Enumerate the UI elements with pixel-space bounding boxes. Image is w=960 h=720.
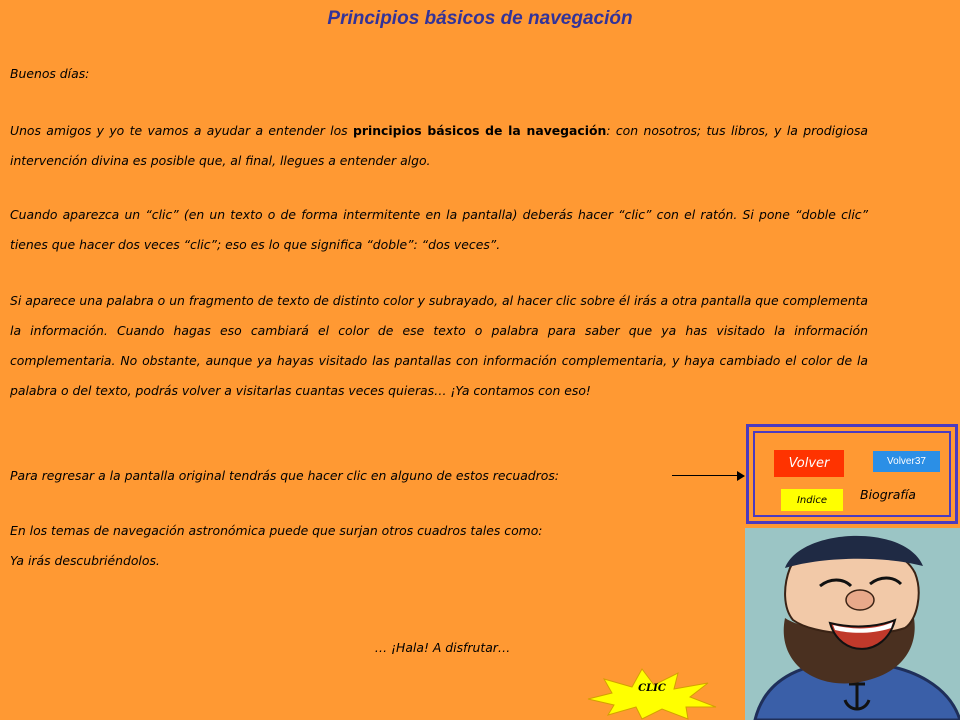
volver-button[interactable]: Volver xyxy=(774,450,844,477)
closing-text: … ¡Hala! A disfrutar… xyxy=(374,640,511,655)
biografia-link[interactable]: Biografía xyxy=(860,487,916,502)
paragraph-discover: Ya irás descubriéndolos. xyxy=(10,553,160,568)
paragraph-links: Si aparece una palabra o un fragmento de texto de distinto color y subrayado, al hacer clic sobre él irás a otra pantalla que complementa la información. Cuando hagas eso cambiará el color de ese texto o palabra para saber que ya has visitado la información complementaria. No obstante, aunque ya hayas visitado las pantallas con información complementaria, y haya cambiado el color de la palabra o del texto, podrás volver a visitarlas cuantas veces quieras… ¡Ya contamos con eso! xyxy=(10,293,868,398)
paragraph-other-boxes: En los temas de navegación astronómica puede que surjan otros cuadros tales como: xyxy=(10,523,543,538)
page-title: Principios básicos de navegación xyxy=(327,8,633,29)
arrow-right-icon xyxy=(737,471,745,481)
intro-text-start: Unos amigos y yo te vamos a ayudar a entender los xyxy=(10,123,353,138)
volver37-button[interactable]: Volver37 xyxy=(873,451,940,472)
captain-illustration xyxy=(745,528,960,720)
paragraph-intro xyxy=(10,116,868,176)
laughing-captain-icon xyxy=(745,528,960,720)
intro-bold-text: principios básicos de la navegación xyxy=(353,123,607,138)
arrow-icon xyxy=(672,475,738,476)
greeting-text: Buenos días: xyxy=(10,66,90,81)
paragraph-clic: Cuando aparezca un “clic” (en un texto o de forma intermitente en la pantalla) deberás hacer “clic” con el ratón. Si pone “doble clic” tienes que hacer dos veces “clic”; eso es lo que significa “doble”: “dos veces”. xyxy=(10,207,868,252)
indice-button[interactable]: Indice xyxy=(781,489,843,511)
paragraph-return: Para regresar a la pantalla original tendrás que hacer clic en alguno de estos recuadros: xyxy=(10,468,559,483)
intro-text-end: : con nosotros; tus libros, y la prodigiosa intervención divina es posible que, al final, llegues a entender algo. xyxy=(10,123,869,168)
clic-label[interactable]: CLIC xyxy=(638,683,666,694)
